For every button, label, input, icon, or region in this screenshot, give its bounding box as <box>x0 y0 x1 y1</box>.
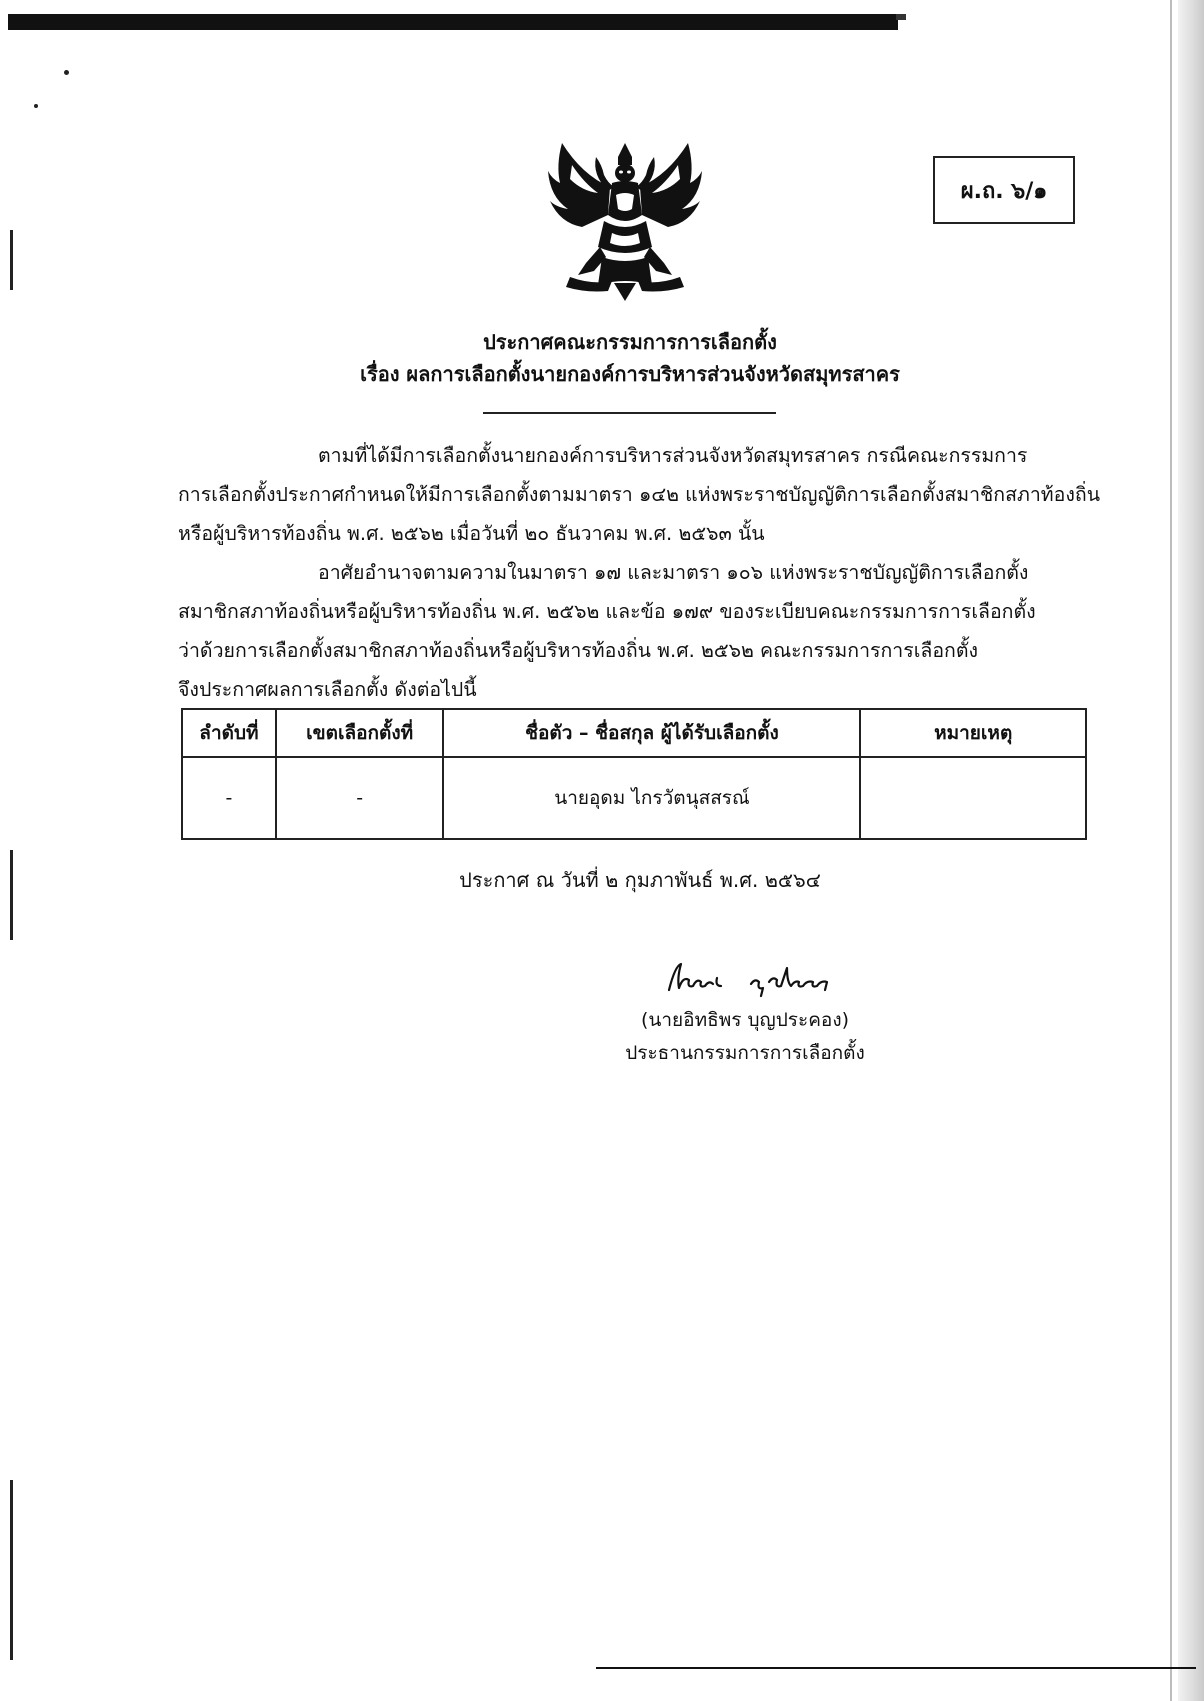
signer-title: ประธานกรรมการการเลือกตั้ง <box>625 1042 865 1064</box>
paragraph-line: อาศัยอำนาจตามความในมาตรา ๑๗ และมาตรา ๑๐๖ แห่งพระราชบัญญัติการเลือกตั้ง <box>318 561 1029 584</box>
scan-edge-bottom <box>596 1667 1196 1669</box>
scan-edge-top-fragment <box>896 14 906 20</box>
scan-edge-left-mark <box>10 1480 13 1660</box>
paragraph-line: สมาชิกสภาท้องถิ่นหรือผู้บริหารท้องถิ่น พ.ศ. ๒๕๖๒ และข้อ ๑๗๙ ของระเบียบคณะกรรมการการเลือกตั้ง <box>178 600 1036 623</box>
column-header-district: เขตเลือกตั้งที่ <box>276 709 444 757</box>
scan-dot <box>34 104 38 108</box>
column-header-remark: หมายเหตุ <box>860 709 1086 757</box>
column-header-name: ชื่อตัว – ชื่อสกุล ผู้ได้รับเลือกตั้ง <box>443 709 860 757</box>
scan-edge-left-mark <box>10 230 13 290</box>
garuda-emblem-icon <box>542 135 708 303</box>
scan-edge-right-line <box>1170 0 1172 1701</box>
announcement-subject: เรื่อง ผลการเลือกตั้งนายกองค์การบริหารส่วนจังหวัดสมุทรสาคร <box>360 362 900 386</box>
form-code-box <box>933 156 1075 224</box>
scan-dot <box>64 70 69 75</box>
table-header-row <box>182 709 1086 757</box>
table-row <box>182 757 1086 839</box>
paragraph-authority <box>178 553 1086 709</box>
paragraph-preamble <box>178 436 1101 553</box>
form-code: ผ.ถ. ๖/๑ <box>960 178 1048 204</box>
paragraph-line: ว่าด้วยการเลือกตั้งสมาชิกสภาท้องถิ่นหรือผู้บริหารท้องถิ่น พ.ศ. ๒๕๖๒ คณะกรรมการการเลือกตั้ง <box>178 639 979 662</box>
cell-remark <box>860 757 1086 839</box>
paragraph-line: หรือผู้บริหารท้องถิ่น พ.ศ. ๒๕๖๒ เมื่อวันที่ ๒๐ ธันวาคม พ.ศ. ๒๕๖๓ นั้น <box>178 522 765 545</box>
signer-name: (นายอิทธิพร บุญประคอง) <box>640 1009 850 1031</box>
cell-name: นายอุดม ไกรวัตนุสสรณ์ <box>443 757 860 839</box>
handwritten-signature-icon <box>665 960 840 1000</box>
paragraph-line: จึงประกาศผลการเลือกตั้ง ดังต่อไปนี้ <box>178 678 477 701</box>
election-results-table <box>181 708 1087 840</box>
paragraph-line: การเลือกตั้งประกาศกำหนดให้มีการเลือกตั้งตามมาตรา ๑๔๒ แห่งพระราชบัญญัติการเลือกตั้งสมาชิกสภาท้องถิ่น <box>178 483 1101 506</box>
title-divider <box>483 412 776 414</box>
announcement-title: ประกาศคณะกรรมการการเลือกตั้ง <box>483 330 777 354</box>
cell-district: - <box>276 757 444 839</box>
scan-edge-top <box>8 14 898 30</box>
scan-edge-right <box>1178 0 1204 1701</box>
paragraph-line: ตามที่ได้มีการเลือกตั้งนายกองค์การบริหารส่วนจังหวัดสมุทรสาคร กรณีคณะกรรมการ <box>318 444 1028 467</box>
announcement-date: ประกาศ ณ วันที่ ๒ กุมภาพันธ์ พ.ศ. ๒๕๖๔ <box>459 868 821 892</box>
column-header-order: ลำดับที่ <box>182 709 276 757</box>
cell-order: - <box>182 757 276 839</box>
